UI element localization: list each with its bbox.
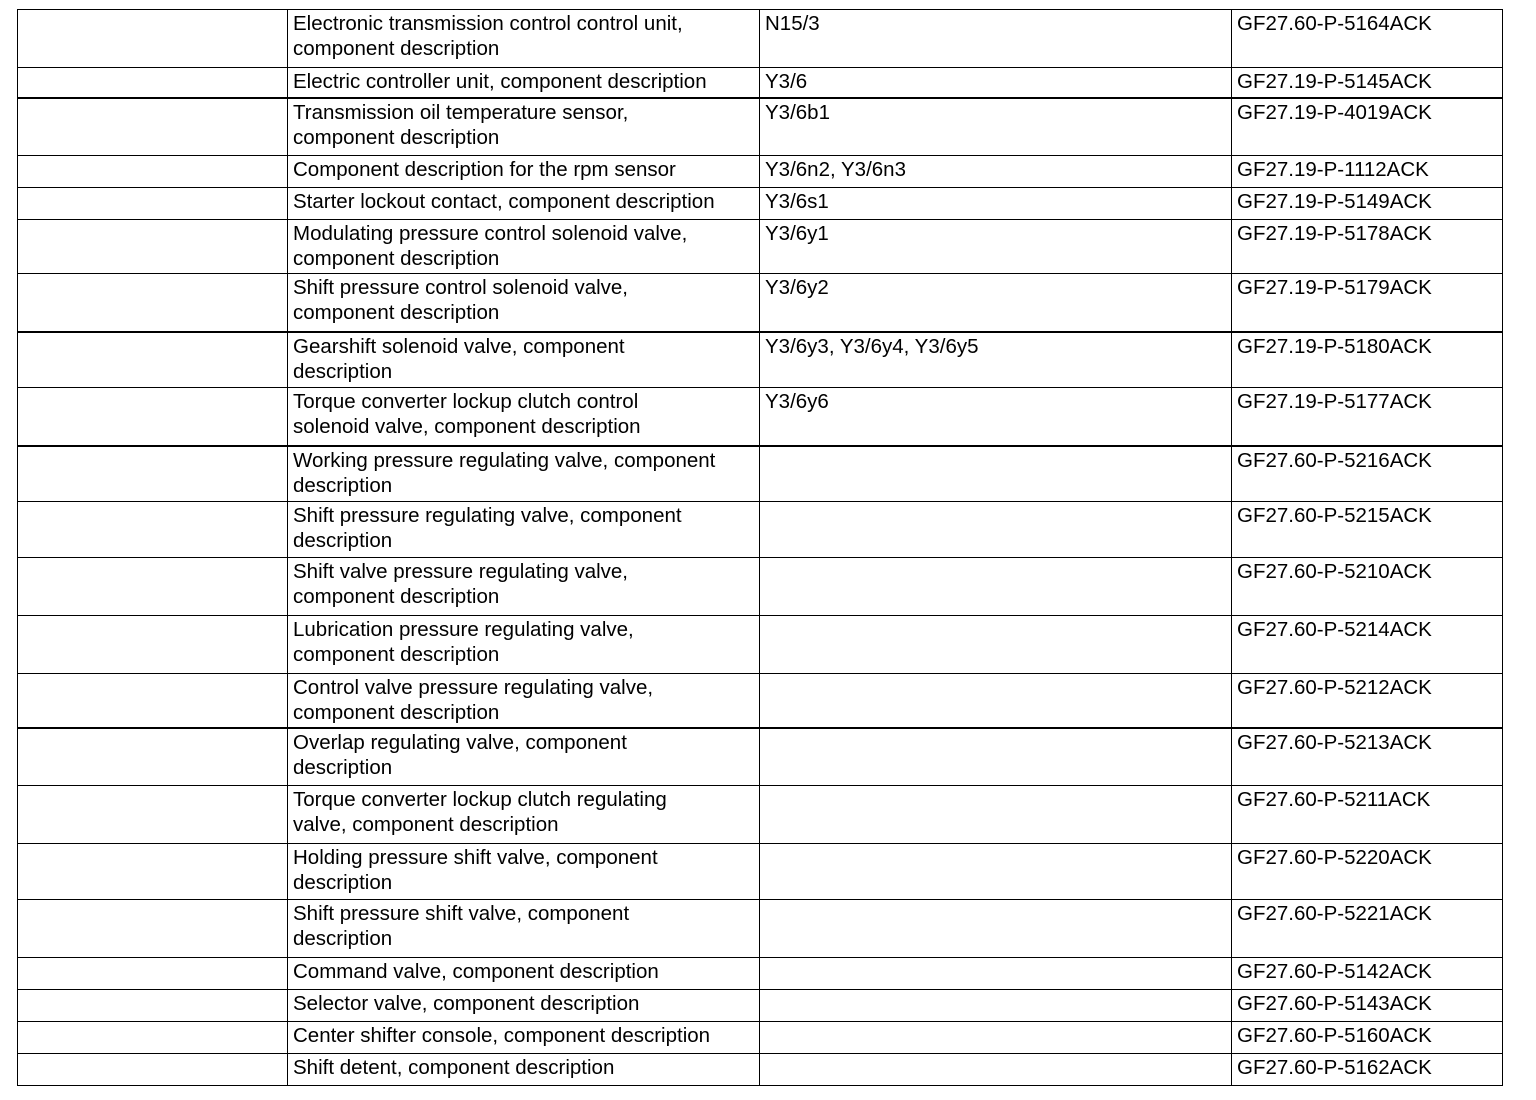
table-row <box>18 616 1503 674</box>
component-code-cell <box>760 616 1232 674</box>
component-code-cell: Y3/6y6 <box>760 388 1232 446</box>
description-cell: Selector valve, component description <box>288 990 760 1022</box>
description-cell: Electronic transmission control control unit, component description <box>288 10 760 68</box>
description-cell: Gearshift solenoid valve, component description <box>288 332 760 388</box>
description-cell: Shift valve pressure regulating valve, component description <box>288 558 760 616</box>
table-row <box>18 990 1503 1022</box>
table-row <box>18 332 1503 388</box>
document-number-cell: GF27.60-P-5215ACK <box>1232 502 1503 558</box>
description-cell: Holding pressure shift valve, component description <box>288 844 760 900</box>
table-row <box>18 900 1503 958</box>
description-cell: Lubrication pressure regulating valve, component description <box>288 616 760 674</box>
document-number-cell: GF27.60-P-5211ACK <box>1232 786 1503 844</box>
document-number-cell: GF27.60-P-5212ACK <box>1232 674 1503 728</box>
document-number-cell: GF27.19-P-5145ACK <box>1232 68 1503 98</box>
component-code-cell <box>760 446 1232 502</box>
description-cell: Working pressure regulating valve, component description <box>288 446 760 502</box>
blank-cell <box>18 616 288 674</box>
component-code-cell: Y3/6s1 <box>760 188 1232 220</box>
component-code-cell <box>760 900 1232 958</box>
table-row <box>18 188 1503 220</box>
component-code-cell <box>760 844 1232 900</box>
table-row <box>18 220 1503 274</box>
description-cell: Starter lockout contact, component description <box>288 188 760 220</box>
description-cell: Shift pressure shift valve, component description <box>288 900 760 958</box>
document-number-cell: GF27.60-P-5216ACK <box>1232 446 1503 502</box>
table-row <box>18 274 1503 332</box>
document-number-cell: GF27.19-P-5178ACK <box>1232 220 1503 274</box>
document-number-cell: GF27.60-P-5221ACK <box>1232 900 1503 958</box>
description-cell: Torque converter lockup clutch regulating valve, component description <box>288 786 760 844</box>
document-number-cell: GF27.60-P-5143ACK <box>1232 990 1503 1022</box>
document-number-cell: GF27.60-P-5214ACK <box>1232 616 1503 674</box>
blank-cell <box>18 10 288 68</box>
table-row <box>18 502 1503 558</box>
description-cell: Torque converter lockup clutch control solenoid valve, component description <box>288 388 760 446</box>
description-cell: Shift pressure control solenoid valve, component description <box>288 274 760 332</box>
component-code-cell <box>760 958 1232 990</box>
table-row <box>18 156 1503 188</box>
component-code-cell: Y3/6y3, Y3/6y4, Y3/6y5 <box>760 332 1232 388</box>
component-code-cell <box>760 990 1232 1022</box>
blank-cell <box>18 98 288 156</box>
blank-cell <box>18 388 288 446</box>
table-row <box>18 446 1503 502</box>
description-cell: Shift detent, component description <box>288 1054 760 1086</box>
component-code-cell <box>760 502 1232 558</box>
blank-cell <box>18 674 288 728</box>
description-cell: Overlap regulating valve, component description <box>288 728 760 786</box>
component-code-cell <box>760 1022 1232 1054</box>
description-cell: Control valve pressure regulating valve, component description <box>288 674 760 728</box>
component-code-cell: Y3/6y2 <box>760 274 1232 332</box>
table-row <box>18 958 1503 990</box>
component-code-cell: N15/3 <box>760 10 1232 68</box>
blank-cell <box>18 728 288 786</box>
document-number-cell: GF27.60-P-5162ACK <box>1232 1054 1503 1086</box>
blank-cell <box>18 502 288 558</box>
table-row <box>18 674 1503 728</box>
table-row <box>18 786 1503 844</box>
document-number-cell: GF27.60-P-5220ACK <box>1232 844 1503 900</box>
component-code-cell <box>760 674 1232 728</box>
blank-cell <box>18 1054 288 1086</box>
component-code-cell <box>760 1054 1232 1086</box>
blank-cell <box>18 958 288 990</box>
document-number-cell: GF27.60-P-5164ACK <box>1232 10 1503 68</box>
description-cell: Modulating pressure control solenoid valve, component description <box>288 220 760 274</box>
blank-cell <box>18 446 288 502</box>
document-number-cell: GF27.60-P-5160ACK <box>1232 1022 1503 1054</box>
table-row <box>18 558 1503 616</box>
table-row <box>18 68 1503 98</box>
component-code-cell <box>760 558 1232 616</box>
table-row <box>18 10 1503 68</box>
description-cell: Electric controller unit, component description <box>288 68 760 98</box>
blank-cell <box>18 900 288 958</box>
component-code-cell: Y3/6n2, Y3/6n3 <box>760 156 1232 188</box>
blank-cell <box>18 786 288 844</box>
blank-cell <box>18 990 288 1022</box>
component-code-cell <box>760 786 1232 844</box>
description-cell: Center shifter console, component description <box>288 1022 760 1054</box>
blank-cell <box>18 220 288 274</box>
blank-cell <box>18 274 288 332</box>
document-number-cell: GF27.60-P-5213ACK <box>1232 728 1503 786</box>
table-row <box>18 1054 1503 1086</box>
blank-cell <box>18 1022 288 1054</box>
blank-cell <box>18 332 288 388</box>
description-cell: Component description for the rpm sensor <box>288 156 760 188</box>
component-description-table <box>17 9 1503 1086</box>
document-number-cell: GF27.19-P-5179ACK <box>1232 274 1503 332</box>
description-cell: Shift pressure regulating valve, component description <box>288 502 760 558</box>
blank-cell <box>18 188 288 220</box>
component-code-cell: Y3/6b1 <box>760 98 1232 156</box>
table-row <box>18 728 1503 786</box>
table-row <box>18 1022 1503 1054</box>
document-number-cell: GF27.19-P-5177ACK <box>1232 388 1503 446</box>
blank-cell <box>18 68 288 98</box>
table-row <box>18 844 1503 900</box>
document-number-cell: GF27.19-P-1112ACK <box>1232 156 1503 188</box>
component-code-cell <box>760 728 1232 786</box>
table-body <box>18 10 1503 1086</box>
blank-cell <box>18 558 288 616</box>
document-number-cell: GF27.19-P-4019ACK <box>1232 98 1503 156</box>
document-number-cell: GF27.60-P-5142ACK <box>1232 958 1503 990</box>
component-code-cell: Y3/6y1 <box>760 220 1232 274</box>
description-cell: Command valve, component description <box>288 958 760 990</box>
document-number-cell: GF27.60-P-5210ACK <box>1232 558 1503 616</box>
component-code-cell: Y3/6 <box>760 68 1232 98</box>
table-row <box>18 388 1503 446</box>
blank-cell <box>18 844 288 900</box>
table-row <box>18 98 1503 156</box>
document-number-cell: GF27.19-P-5180ACK <box>1232 332 1503 388</box>
blank-cell <box>18 156 288 188</box>
document-number-cell: GF27.19-P-5149ACK <box>1232 188 1503 220</box>
description-cell: Transmission oil temperature sensor, component description <box>288 98 760 156</box>
